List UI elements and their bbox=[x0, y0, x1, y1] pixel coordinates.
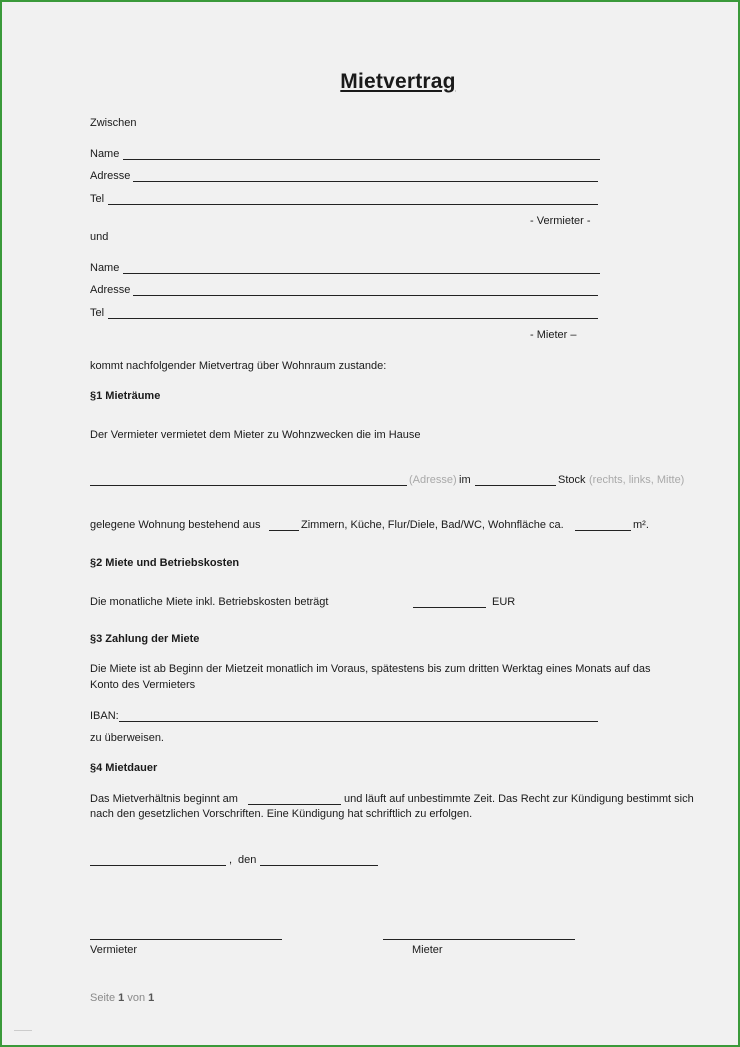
iban-label: IBAN: bbox=[90, 710, 119, 722]
mieter-signature-line[interactable] bbox=[383, 939, 575, 940]
section-3-line-2: Konto des Vermieters bbox=[90, 679, 196, 691]
section-4-line-1a: Das Mietverhältnis beginnt am bbox=[90, 793, 238, 805]
mieter-adresse-line[interactable] bbox=[133, 295, 598, 296]
vermieter-signature-label: Vermieter bbox=[90, 944, 138, 956]
section-3-heading: §3 Zahlung der Miete bbox=[90, 633, 200, 645]
mieter-signature-label: Mieter bbox=[412, 944, 443, 956]
place-line[interactable] bbox=[90, 865, 226, 866]
vermieter-name-line[interactable] bbox=[123, 159, 600, 160]
miete-amount-line[interactable] bbox=[413, 607, 486, 608]
contract-intro: kommt nachfolgender Mietvertrag über Wohnraum zustande: bbox=[90, 360, 387, 372]
vermieter-adresse-label: Adresse bbox=[90, 170, 131, 182]
section-3-line-1: Die Miete ist ab Beginn der Mietzeit monatlich im Voraus, spätestens bis zum dritten Werktag eines Monats auf das bbox=[90, 663, 651, 675]
page-title: Mietvertrag bbox=[340, 70, 456, 93]
corner-mark bbox=[14, 1030, 32, 1031]
haus-adresse-line[interactable] bbox=[90, 485, 407, 486]
wohnung-text-b: Zimmern, Küche, Flur/Diele, Bad/WC, Wohnfläche ca. bbox=[301, 519, 564, 531]
vermieter-adresse-line[interactable] bbox=[133, 181, 598, 182]
wohnflaeche-line[interactable] bbox=[575, 530, 631, 531]
stock-label: Stock bbox=[558, 474, 586, 486]
mieter-adresse-label: Adresse bbox=[90, 284, 131, 296]
mieter-role: - Mieter – bbox=[530, 329, 577, 341]
currency-label: EUR bbox=[492, 596, 516, 608]
section-1-text: Der Vermieter vermietet dem Mieter zu Wohnzwecken die im Hause bbox=[90, 429, 421, 441]
ueberweisen-text: zu überweisen. bbox=[90, 732, 164, 744]
section-2-text: Die monatliche Miete inkl. Betriebskosten beträgt bbox=[90, 596, 329, 608]
mieter-name-label: Name bbox=[90, 262, 120, 274]
adresse-hint: (Adresse) bbox=[409, 474, 457, 486]
footer-seite: Seite bbox=[90, 992, 116, 1004]
date-line[interactable] bbox=[260, 865, 378, 866]
stock-hint: (rechts, links, Mitte) bbox=[589, 474, 685, 486]
footer-total-pages: 1 bbox=[148, 992, 155, 1004]
vermieter-role: - Vermieter - bbox=[530, 215, 591, 227]
unit-m2: m². bbox=[633, 519, 649, 531]
beginn-date-line[interactable] bbox=[248, 804, 341, 805]
stock-line[interactable] bbox=[475, 485, 556, 486]
mieter-tel-line[interactable] bbox=[108, 318, 598, 319]
mieter-name-line[interactable] bbox=[123, 273, 600, 274]
intro-text: Zwischen bbox=[90, 117, 137, 129]
zimmer-count-line[interactable] bbox=[269, 530, 299, 531]
im-text: im bbox=[459, 474, 471, 486]
footer-von: von bbox=[127, 992, 146, 1004]
vermieter-tel-line[interactable] bbox=[108, 204, 598, 205]
vermieter-name-label: Name bbox=[90, 148, 120, 160]
section-4-line-1b: und läuft auf unbestimmte Zeit. Das Recht zur Kündigung bestimmt sich bbox=[344, 793, 694, 805]
mieter-tel-label: Tel bbox=[90, 307, 105, 319]
und-text: und bbox=[90, 231, 109, 243]
iban-line[interactable] bbox=[119, 721, 598, 722]
den-label: den bbox=[238, 854, 257, 866]
vermieter-signature-line[interactable] bbox=[90, 939, 282, 940]
place-sep: , bbox=[229, 854, 233, 866]
footer-page-number: 1 bbox=[118, 992, 125, 1004]
section-1-heading: §1 Mieträume bbox=[90, 390, 161, 402]
vermieter-tel-label: Tel bbox=[90, 193, 105, 205]
page-footer bbox=[90, 992, 154, 1004]
section-4-heading: §4 Mietdauer bbox=[90, 762, 158, 774]
section-4-line-2: nach den gesetzlichen Vorschriften. Eine Kündigung hat schriftlich zu erfolgen. bbox=[90, 808, 473, 820]
wohnung-text-a: gelegene Wohnung bestehend aus bbox=[90, 519, 261, 531]
section-2-heading: §2 Miete und Betriebskosten bbox=[90, 557, 240, 569]
